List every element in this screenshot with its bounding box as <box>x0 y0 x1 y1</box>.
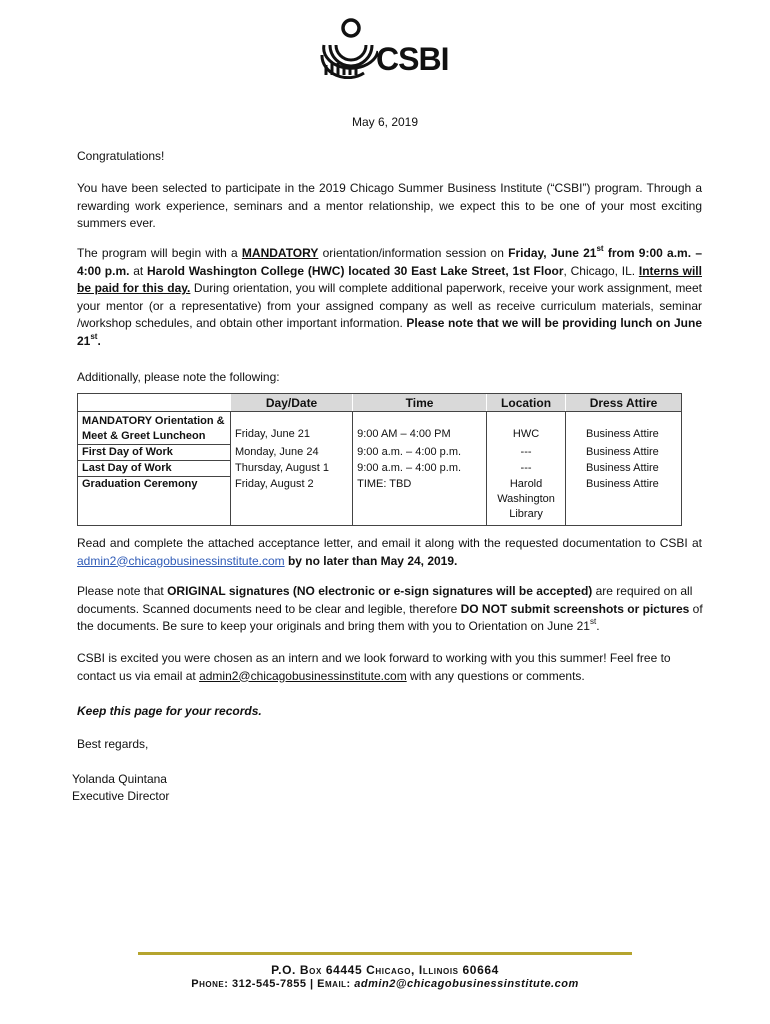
footer-contact: Phone: 312-545-7855 | Email: admin2@chicagobusinessinstitute.com <box>191 978 579 990</box>
greeting: Congratulations! <box>77 149 165 163</box>
logo-text: CSBI <box>376 41 449 77</box>
event-name: Last Day of Work <box>78 461 231 477</box>
header-time: Time <box>353 394 487 412</box>
event-name: Graduation Ceremony <box>78 477 231 526</box>
letter-date: May 6, 2019 <box>351 115 419 129</box>
mandatory-label: MANDATORY <box>241 246 319 260</box>
contact-paragraph: CSBI is excited you were chosen as an intern and we look forward to working with you this summer! Feel free to contact us via email at admin2@chicagobusinessinstitute.com with any questions or comments. <box>77 651 671 683</box>
event-attire: Business Attire <box>566 445 682 461</box>
event-date: Friday, June 21 <box>231 412 353 445</box>
schedule-table <box>77 393 682 526</box>
table-row <box>78 477 682 526</box>
acceptance-paragraph: Read and complete the attached acceptance letter, and email it along with the requested documentation to CSBI at admin2@chicagobusinessinstitute.com by no later than May 24, 2019. <box>77 536 702 568</box>
table-row <box>78 445 682 461</box>
table-row <box>78 412 682 445</box>
intro-paragraph: You have been selected to participate in the 2019 Chicago Summer Business Institute (“CSBI”) program. Through a rewarding work experience, seminars and a mentor relationship, we expect this to be one of your most exciting summers ever. <box>77 181 702 230</box>
signer-title: Executive Director <box>72 789 170 803</box>
csbi-logo <box>318 15 458 79</box>
event-time: 9:00 AM – 4:00 PM <box>353 412 487 445</box>
paid-notice: Interns will be paid for this day. <box>77 263 702 295</box>
orientation-paragraph: The program will begin with a MANDATORY orientation/information session on Friday, June 21st from 9:00 a.m. – 4:00 p.m. at Harold Washington College (HWC) located 30 East Lake Street, 1st Floor, Chicago, IL. Interns will be paid for this day. During orientation, you will complete additional paperwork, receive your work assignment, meet your mentor (or a representative) from your assigned company as well as receive curriculum materials, seminar /workshop schedules, and obtain other important information. Please note that we will be providing lunch on June 21st. <box>77 244 703 348</box>
event-date: Monday, June 24 <box>231 445 353 461</box>
event-location: --- <box>487 445 566 461</box>
contact-email-link[interactable]: admin2@chicagobusinessinstitute.com <box>199 668 407 683</box>
logo-emblem-icon <box>318 15 378 79</box>
additionally-note: Additionally, please note the following: <box>77 370 280 384</box>
header-event <box>78 394 231 412</box>
event-time: 9:00 a.m. – 4:00 p.m. <box>353 461 487 477</box>
event-attire: Business Attire <box>566 412 682 445</box>
records-note: Keep this page for your records. <box>77 704 262 718</box>
footer-divider <box>138 952 632 955</box>
email-link[interactable]: admin2@chicagobusinessinstitute.com <box>77 553 285 568</box>
header-dress-attire: Dress Attire <box>566 394 682 412</box>
event-attire: Business Attire <box>566 461 682 477</box>
signatures-paragraph: Please note that ORIGINAL signatures (NO electronic or e-sign signatures will be accepted) are required on all documents. Scanned documents need to be clear and legible, therefore DO NOT submit screenshots or pictures of the documents. Be sure to keep your originals and bring them with you to Orientation on June 21st. <box>77 584 703 633</box>
event-time: 9:00 a.m. – 4:00 p.m. <box>353 445 487 461</box>
event-date: Friday, August 2 <box>231 477 353 526</box>
event-location: Harold Washington Library <box>487 477 566 526</box>
header-location: Location <box>487 394 566 412</box>
header-day-date: Day/Date <box>231 394 353 412</box>
event-location: --- <box>487 461 566 477</box>
footer-phone: 312-545-7855 <box>231 978 307 990</box>
event-date: Thursday, August 1 <box>231 461 353 477</box>
event-location: HWC <box>487 412 566 445</box>
closing: Best regards, <box>77 737 149 751</box>
signer-name: Yolanda Quintana <box>72 772 167 786</box>
table-row <box>78 461 682 477</box>
event-time: TIME: TBD <box>353 477 487 526</box>
event-attire: Business Attire <box>566 477 682 526</box>
event-name: First Day of Work <box>78 445 231 461</box>
footer-email[interactable]: admin2@chicagobusinessinstitute.com <box>354 978 579 990</box>
event-name: MANDATORY Orientation & Meet & Greet Luncheon <box>78 412 231 445</box>
footer-address: P.O. Box 64445 Chicago, Illinois 60664 <box>271 963 499 977</box>
